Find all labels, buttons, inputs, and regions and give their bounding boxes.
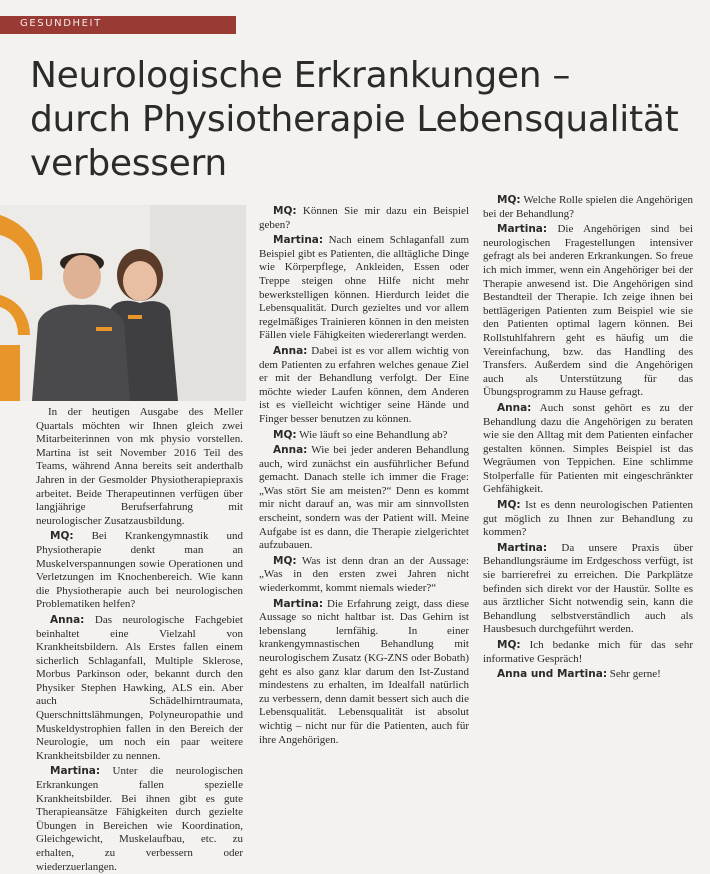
speaker-label: MQ:: [50, 530, 74, 543]
section-label: GESUNDHEIT: [20, 18, 102, 29]
speaker-label: MQ:: [497, 639, 521, 651]
team-photo-illustration: [0, 205, 246, 401]
qa-paragraph: [259, 555, 469, 596]
qa-text: Die Angehörigen sind bei neurologischen Fragestellungen intensiver gefragt als bei anderen Erkrankungen. So freue ich mich immer, wenn ein Angehöriger bei der Therapie anwesend ist. Die Angehörigen sind Bestandteil der Therapie. Ich zeige ihnen bei bettlägerigen Patienten zum Beispiel wie sie den Patienten optimal lagern können. Bei Rollstuhlfahrern geht es häufig um die Vereinfachung, bzw. das Handling des Transfers. Außerdem sind die Angehörigen auch als Unterstützung für das Übungsprogramm zu Hause gefragt.: [483, 223, 693, 399]
qa-text: Wie bei jeder anderen Behandlung auch, wird zunächst ein ausführlicher Befund gemacht. Danach stelle ich immer die Frage: „Was stört Sie am meisten?“ Denn es kommt mir nicht darauf an, was mir am sinnvollsten erscheint, sondern was der Patient will. Meine Aufgabe ist es dann, die Therapie zielgerichtet aufzubauen.: [259, 444, 469, 552]
qa-text: Nach einem Schlaganfall zum Beispiel gibt es Patienten, die alltägliche Dinge wie Körperpflege, Ankleiden, Essen oder Treppe steigen ohne Hilfe nicht mehr bewerkstelligen können. Hierdurch leidet die Lebensqualität. Durch gezieltes und vor allem regelmäßiges Trainieren können in den meisten Fällen viele Fähigkeiten wiedererlangt werden.: [259, 234, 469, 342]
headline-line-2: durch Physiotherapie Lebensqualität: [30, 99, 679, 140]
speaker-label: MQ:: [273, 205, 297, 217]
qa-paragraph: [259, 234, 469, 343]
qa-paragraph: [259, 444, 469, 553]
section-label-bar: [0, 16, 236, 34]
qa-text: Auch sonst gehört es zu der Behandlung dazu die Angehörigen zu beraten wie sie den Alltag mit dem Patienten einfacher gestalten können. Simples Beispiel ist das Wegräumen von Teppichen. Eine schlimme Stolperfalle für Patienten mit eingeschränkter Gehfähigkeit.: [483, 401, 693, 496]
speaker-label: Martina:: [497, 541, 548, 554]
speaker-label: Anna:: [50, 613, 85, 626]
qa-text: Dabei ist es vor allem wichtig von dem Patienten zu erfahren welches genaue Ziel er mit der Behandlung verfolgt. Der Eine möchte wieder Laufen können, dem Anderen ist es vielleicht wichtiger seine Hände und Finger besser benutzen zu können.: [259, 344, 469, 425]
qa-text: Das neurologische Fachgebiet beinhaltet eine Vielzahl von Krankheitsbildern. Als Erstes fallen einem sicherlich Schlaganfall, Multiple Sklerose, Morbus Parkinson oder, bekannt durch den Physiker Stephen Hawking, ALS ein. Aber auch Schädelhirntraumata, Querschnittslähmungen, Polyneuropathie und Muskeldystrophien fallen in den Bereich der Neurologie, um noch ein paar weitere Krankheitsbilder zu nennen.: [36, 613, 243, 762]
qa-paragraph: [483, 499, 693, 540]
qa-paragraph: [36, 530, 243, 612]
qa-text: Wie läuft so eine Behandlung ab?: [299, 428, 448, 441]
qa-paragraph: [259, 598, 469, 748]
qa-text: Ist es denn neurologischen Patienten gut möglich zu Ihnen zur Behandlung zu kommen?: [483, 499, 693, 539]
qa-paragraph: [36, 614, 243, 764]
qa-paragraph: [36, 765, 243, 874]
qa-text: Unter die neurologischen Erkrankungen fallen spezielle Krankheitsbilder. Bei ihnen gibt es gute Therapieansätze Fähigkeiten durch gezielte Übungen in Bereichen wie Koordination, Gleichgewicht, Muskelaufbau, etc. zu erhalten, zu verbessern oder wiederzuerlangen.: [36, 765, 243, 873]
qa-text: Was ist denn dran an der Aussage: „Was in den ersten zwei Jahren nicht wiederkommt, kommt niemals wieder?“: [259, 554, 469, 595]
qa-text: Bei Krankengymnastik und Physiotherapie denkt man an Muskelverspannungen sowie Operationen und Verletzungen im Knochenbereich. Wie kann die Physiotherapie auch bei neurologischen Problematiken helfen?: [36, 530, 243, 611]
speaker-label: Anna und Martina:: [497, 668, 608, 681]
qa-paragraph: [483, 542, 693, 637]
qa-paragraph: [483, 639, 693, 666]
team-photo: [0, 205, 246, 401]
column-3: [483, 194, 693, 682]
column-2: [259, 205, 469, 747]
speaker-label: Martina:: [273, 234, 324, 247]
qa-paragraph: [259, 345, 469, 427]
qa-text: Die Erfahrung zeigt, dass diese Aussage so nicht haltbar ist. Das Gehirn ist lebenslang lernfähig. In einer krankengymnastischen Behandlung mit neurologischem Zusatz (KG-ZNS oder Bobath) geht es also ganz klar darum den Ist-Zustand mindestens zu erhalten, im Idealfall natürlich zu verbessern, denn damit bessert sich auch die Lebensqualität. Lebensqualität ist absolut wichtig – nicht nur für die Patienten, auch für ihre Angehörigen.: [259, 597, 469, 746]
qa-text: Ich bedanke mich für das sehr informative Gespräch!: [483, 639, 693, 665]
qa-text: Welche Rolle spielen die Angehörigen bei der Behandlung?: [483, 194, 693, 220]
qa-text: Können Sie mir dazu ein Beispiel geben?: [259, 205, 470, 231]
speaker-label: MQ:: [273, 428, 297, 441]
speaker-label: Martina:: [273, 597, 324, 610]
speaker-label: MQ:: [273, 554, 297, 567]
speaker-label: MQ:: [497, 194, 521, 206]
qa-text: Da unsere Praxis über Behandlungsräume im Erdgeschoss verfügt, ist sie barrierefrei zu erreichen. Die Parkplätze befinden sich direkt vor der Haustür. Sollte es aus ärztlicher Sicht notwendig sein, kann die Behandlung selbstverständlich auch als Hausbesuch durchgeführt werden.: [483, 541, 693, 636]
qa-text: Sehr gerne!: [609, 668, 661, 681]
speaker-label: Martina:: [497, 223, 548, 236]
speaker-label: MQ:: [497, 499, 521, 512]
headline-line-3: verbessern: [30, 143, 227, 184]
qa-paragraph: [259, 429, 469, 443]
qa-paragraph: [483, 194, 693, 221]
headline-line-1: Neurologische Erkrankungen –: [30, 55, 571, 96]
speaker-label: Martina:: [50, 765, 101, 778]
speaker-label: Anna:: [497, 401, 532, 414]
speaker-label: Anna:: [273, 444, 308, 457]
intro-paragraph: In der heutigen Ausgabe des Meller Quartals möchten wir Ihnen gleich zwei Mitarbeiterinnen von mk physio vorstellen. Martina ist seit November 2016 Teil des Teams, während Anna bereits seit anderthalb Jahren in der Gesmolder Physiotherapiepraxis arbeitet. Beide Therapeutinnen verfügen über langjährige Berufserfahrung mit neurologischer Zusatzausbildung.: [36, 406, 243, 527]
headline: [30, 54, 700, 186]
speaker-label: Anna:: [273, 344, 308, 357]
qa-closing: [483, 668, 693, 682]
qa-paragraph: [483, 402, 693, 497]
qa-paragraph: [483, 223, 693, 400]
column-1: [36, 406, 243, 874]
qa-paragraph: [259, 205, 469, 232]
